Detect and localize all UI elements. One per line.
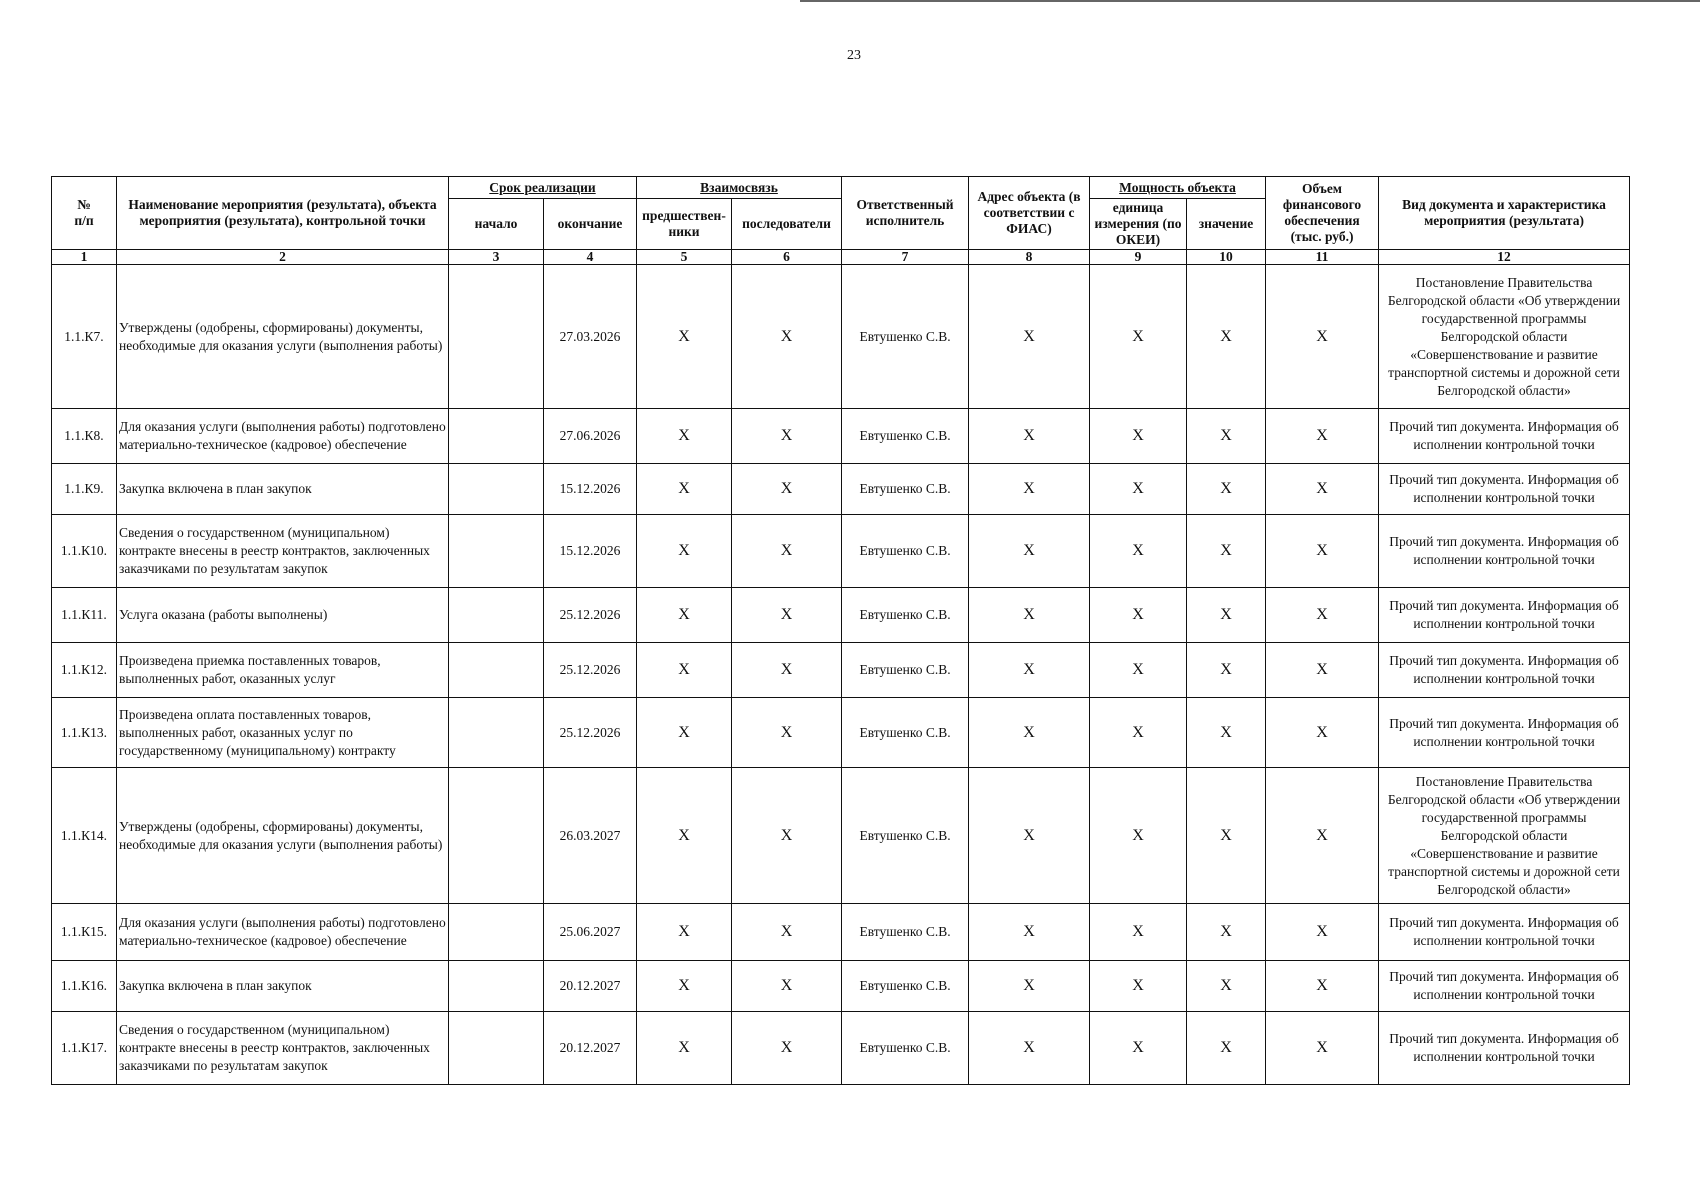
row-responsible: Евтушенко С.В. [842,698,969,768]
header-finance: Объем финансового обеспечения (тыс. руб.) [1266,177,1379,250]
row-id: 1.1.К10. [52,515,117,588]
row-start-date [449,464,544,515]
row-id: 1.1.К13. [52,698,117,768]
table-row [52,409,1630,464]
row-document: Прочий тип документа. Информация об исполнении контрольной точки [1379,1012,1630,1085]
table-row [52,464,1630,515]
row-id: 1.1.К9. [52,464,117,515]
row-document: Прочий тип документа. Информация об исполнении контрольной точки [1379,904,1630,961]
row-finance: X [1266,464,1379,515]
header-capacity-unit: единица измерения (по ОКЕИ) [1090,199,1187,250]
header-link-group: Взаимосвязь [637,177,842,199]
header-term-start: начало [449,199,544,250]
row-end-date: 20.12.2027 [544,1012,637,1085]
row-responsible: Евтушенко С.В. [842,515,969,588]
table-row [52,904,1630,961]
row-start-date [449,698,544,768]
row-id: 1.1.К15. [52,904,117,961]
row-finance: X [1266,1012,1379,1085]
table-row [52,643,1630,698]
row-responsible: Евтушенко С.В. [842,265,969,409]
row-capacity-unit: X [1090,515,1187,588]
row-document: Прочий тип документа. Информация об исполнении контрольной точки [1379,643,1630,698]
column-number: 10 [1187,250,1266,265]
column-number: 9 [1090,250,1187,265]
row-successors: X [732,1012,842,1085]
row-predecessors: X [637,265,732,409]
row-end-date: 25.06.2027 [544,904,637,961]
row-predecessors: X [637,698,732,768]
row-successors: X [732,515,842,588]
row-capacity-unit: X [1090,409,1187,464]
column-number: 11 [1266,250,1379,265]
row-responsible: Евтушенко С.В. [842,904,969,961]
row-predecessors: X [637,643,732,698]
row-successors: X [732,265,842,409]
table-row [52,961,1630,1012]
row-predecessors: X [637,1012,732,1085]
row-predecessors: X [637,515,732,588]
row-start-date [449,515,544,588]
row-id: 1.1.К14. [52,768,117,904]
header-link-pred: предшествен-ники [637,199,732,250]
row-id: 1.1.К7. [52,265,117,409]
row-finance: X [1266,515,1379,588]
row-end-date: 25.12.2026 [544,588,637,643]
row-address: X [969,1012,1090,1085]
row-start-date [449,961,544,1012]
row-address: X [969,961,1090,1012]
column-number: 3 [449,250,544,265]
row-end-date: 25.12.2026 [544,698,637,768]
row-capacity-unit: X [1090,464,1187,515]
row-address: X [969,265,1090,409]
row-capacity-unit: X [1090,904,1187,961]
row-name: Для оказания услуги (выполнения работы) подготовлено материально-техническое (кадровое) обеспечение [117,409,449,464]
column-number-row [52,250,1630,265]
row-name: Сведения о государственном (муниципальном) контракте внесены в реестр контрактов, заключенных заказчиками по результатам закупок [117,515,449,588]
row-responsible: Евтушенко С.В. [842,643,969,698]
row-name: Сведения о государственном (муниципальном) контракте внесены в реестр контрактов, заключенных заказчиками по результатам закупок [117,1012,449,1085]
table-body [52,265,1630,1085]
row-predecessors: X [637,464,732,515]
table-row [52,265,1630,409]
header-term-end: окончание [544,199,637,250]
row-finance: X [1266,904,1379,961]
row-capacity-unit: X [1090,768,1187,904]
row-finance: X [1266,409,1379,464]
column-number: 6 [732,250,842,265]
header-no: № п/п [52,177,117,250]
row-finance: X [1266,588,1379,643]
row-capacity-value: X [1187,698,1266,768]
row-start-date [449,588,544,643]
row-name: Услуга оказана (работы выполнены) [117,588,449,643]
row-predecessors: X [637,768,732,904]
row-address: X [969,768,1090,904]
row-id: 1.1.К16. [52,961,117,1012]
header-capacity-group: Мощность объекта [1090,177,1266,199]
row-capacity-unit: X [1090,588,1187,643]
row-start-date [449,265,544,409]
row-finance: X [1266,961,1379,1012]
header-link-succ: последователи [732,199,842,250]
header-responsible: Ответственный исполнитель [842,177,969,250]
column-number: 2 [117,250,449,265]
table-row [52,698,1630,768]
row-start-date [449,1012,544,1085]
row-capacity-value: X [1187,265,1266,409]
row-successors: X [732,464,842,515]
column-number: 4 [544,250,637,265]
row-document: Прочий тип документа. Информация об исполнении контрольной точки [1379,588,1630,643]
table-row [52,768,1630,904]
row-capacity-value: X [1187,1012,1266,1085]
row-start-date [449,768,544,904]
table-row [52,1012,1630,1085]
row-capacity-value: X [1187,904,1266,961]
row-capacity-unit: X [1090,1012,1187,1085]
row-address: X [969,588,1090,643]
row-id: 1.1.К8. [52,409,117,464]
top-rule [800,0,1700,2]
header-address: Адрес объекта (в соответствии с ФИАС) [969,177,1090,250]
row-capacity-unit: X [1090,961,1187,1012]
row-capacity-value: X [1187,515,1266,588]
row-document: Постановление Правительства Белгородской области «Об утверждении государственной программы Белгородской области «Совершенствование и развитие транспортной системы и дорожной сети Белгородской области» [1379,265,1630,409]
plan-table [51,176,1630,1085]
header-doc: Вид документа и характеристика мероприятия (результата) [1379,177,1630,250]
row-name: Произведена приемка поставленных товаров, выполненных работ, оказанных услуг [117,643,449,698]
row-capacity-unit: X [1090,643,1187,698]
row-responsible: Евтушенко С.В. [842,961,969,1012]
row-address: X [969,698,1090,768]
row-end-date: 20.12.2027 [544,961,637,1012]
row-name: Утверждены (одобрены, сформированы) документы, необходимые для оказания услуги (выполнения работы) [117,265,449,409]
row-document: Постановление Правительства Белгородской области «Об утверждении государственной программы Белгородской области «Совершенствование и развитие транспортной системы и дорожной сети Белгородской области» [1379,768,1630,904]
row-successors: X [732,961,842,1012]
row-start-date [449,409,544,464]
row-name: Произведена оплата поставленных товаров, выполненных работ, оказанных услуг по государственному (муниципальному) контракту [117,698,449,768]
row-successors: X [732,904,842,961]
row-start-date [449,904,544,961]
row-end-date: 27.06.2026 [544,409,637,464]
row-document: Прочий тип документа. Информация об исполнении контрольной точки [1379,464,1630,515]
row-responsible: Евтушенко С.В. [842,409,969,464]
row-successors: X [732,768,842,904]
row-predecessors: X [637,961,732,1012]
table-header [52,177,1630,265]
row-start-date [449,643,544,698]
row-finance: X [1266,643,1379,698]
row-capacity-unit: X [1090,698,1187,768]
row-capacity-value: X [1187,409,1266,464]
row-end-date: 27.03.2026 [544,265,637,409]
row-responsible: Евтушенко С.В. [842,464,969,515]
row-capacity-value: X [1187,961,1266,1012]
row-capacity-unit: X [1090,265,1187,409]
row-address: X [969,515,1090,588]
column-number: 12 [1379,250,1630,265]
row-successors: X [732,588,842,643]
row-responsible: Евтушенко С.В. [842,1012,969,1085]
row-successors: X [732,643,842,698]
table-row [52,515,1630,588]
row-capacity-value: X [1187,464,1266,515]
table-row [52,588,1630,643]
row-address: X [969,643,1090,698]
header-term-group: Срок реализации [449,177,637,199]
row-address: X [969,464,1090,515]
column-number: 8 [969,250,1090,265]
row-successors: X [732,409,842,464]
row-capacity-value: X [1187,588,1266,643]
row-finance: X [1266,768,1379,904]
row-id: 1.1.К12. [52,643,117,698]
column-number: 1 [52,250,117,265]
row-finance: X [1266,265,1379,409]
row-responsible: Евтушенко С.В. [842,768,969,904]
row-name: Утверждены (одобрены, сформированы) документы, необходимые для оказания услуги (выполнения работы) [117,768,449,904]
row-end-date: 26.03.2027 [544,768,637,904]
row-id: 1.1.К11. [52,588,117,643]
row-name: Закупка включена в план закупок [117,961,449,1012]
row-end-date: 25.12.2026 [544,643,637,698]
row-predecessors: X [637,409,732,464]
row-finance: X [1266,698,1379,768]
row-end-date: 15.12.2026 [544,515,637,588]
row-capacity-value: X [1187,643,1266,698]
row-responsible: Евтушенко С.В. [842,588,969,643]
row-end-date: 15.12.2026 [544,464,637,515]
row-document: Прочий тип документа. Информация об исполнении контрольной точки [1379,409,1630,464]
page-number: 23 [847,48,861,63]
row-capacity-value: X [1187,768,1266,904]
header-capacity-value: значение [1187,199,1266,250]
row-id: 1.1.К17. [52,1012,117,1085]
row-name: Для оказания услуги (выполнения работы) подготовлено материально-техническое (кадровое) обеспечение [117,904,449,961]
row-document: Прочий тип документа. Информация об исполнении контрольной точки [1379,961,1630,1012]
row-name: Закупка включена в план закупок [117,464,449,515]
row-document: Прочий тип документа. Информация об исполнении контрольной точки [1379,698,1630,768]
column-number: 5 [637,250,732,265]
row-address: X [969,904,1090,961]
header-name: Наименование мероприятия (результата), объекта мероприятия (результата), контрольной точки [117,177,449,250]
row-address: X [969,409,1090,464]
column-number: 7 [842,250,969,265]
row-predecessors: X [637,904,732,961]
row-successors: X [732,698,842,768]
row-predecessors: X [637,588,732,643]
row-document: Прочий тип документа. Информация об исполнении контрольной точки [1379,515,1630,588]
